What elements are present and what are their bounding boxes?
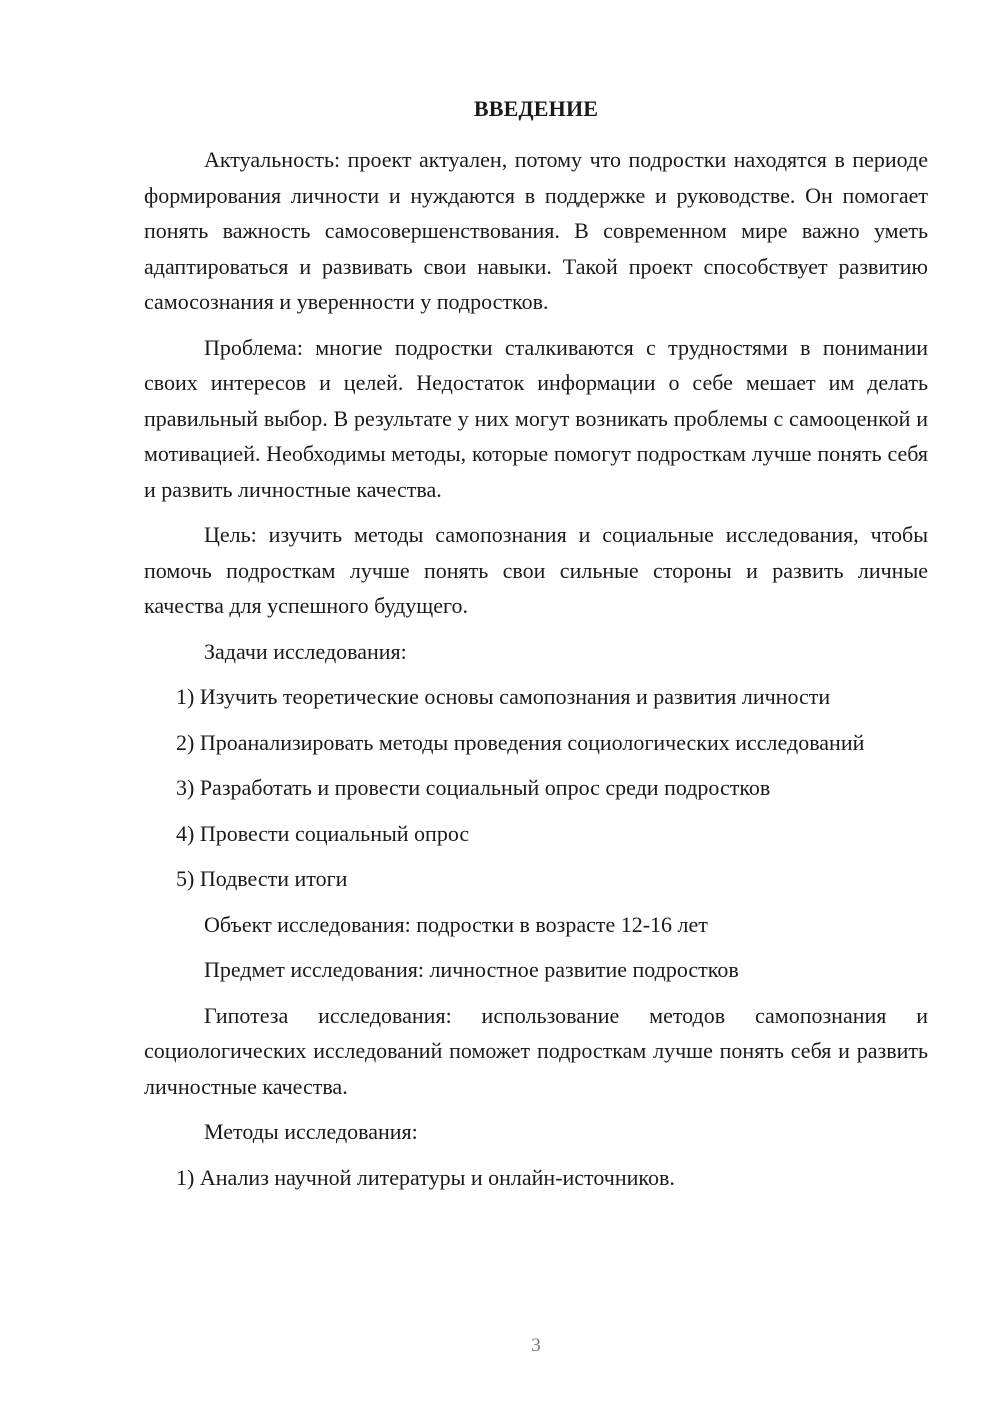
methods-heading: Методы исследования: <box>204 1119 418 1144</box>
method-item: 1) Анализ научной литературы и онлайн-источников. <box>176 1164 675 1190</box>
page-title: ВВЕДЕНИЕ <box>473 96 599 121</box>
relevance-paragraph: Актуальность: проект актуален, потому что подростки находятся в периоде формирования личности и нуждаются в поддержке и руководстве. Он помогает понять важность самосовершенствования. В современном мире важно уметь адаптироваться и развивать свои навыки. Такой проект способствует развитию самосознания и уверенности у подростков. <box>144 147 928 314</box>
task-item: 4) Провести социальный опрос <box>176 820 470 846</box>
task-item: 5) Подвести итоги <box>176 866 348 891</box>
task-item: 1) Изучить теоретические основы самопознания и развития личности <box>176 684 831 709</box>
problem-paragraph: Проблема: многие подростки сталкиваются с трудностями в понимании своих интересов и целей. Недостаток информации о себе мешает им делать правильный выбор. В результате у них могут возникать проблемы с самооценкой и мотивацией. Необходимы методы, которые помогут подросткам лучше понять себя и развить личностные качества. <box>144 334 928 502</box>
hypothesis-paragraph: Гипотеза исследования: использование методов самопознания и социологических исследований поможет подросткам лучше понять себя и развить личностные качества. <box>144 1002 928 1099</box>
goal-paragraph: Цель: изучить методы самопознания и социальные исследования, чтобы помочь подросткам лучше понять свои сильные стороны и развить личные качества для успешного будущего. <box>144 522 928 618</box>
tasks-heading: Задачи исследования: <box>204 638 407 664</box>
task-item: 3) Разработать и провести социальный опрос среди подростков <box>176 775 771 800</box>
subject-paragraph: Предмет исследования: личностное развитие подростков <box>204 957 739 982</box>
object-paragraph: Объект исследования: подростки в возрасте 12-16 лет <box>204 911 708 937</box>
page-body <box>144 142 928 1205</box>
page-number: 3 <box>531 1335 541 1356</box>
task-item: 2) Проанализировать методы проведения социологических исследований <box>176 729 865 755</box>
